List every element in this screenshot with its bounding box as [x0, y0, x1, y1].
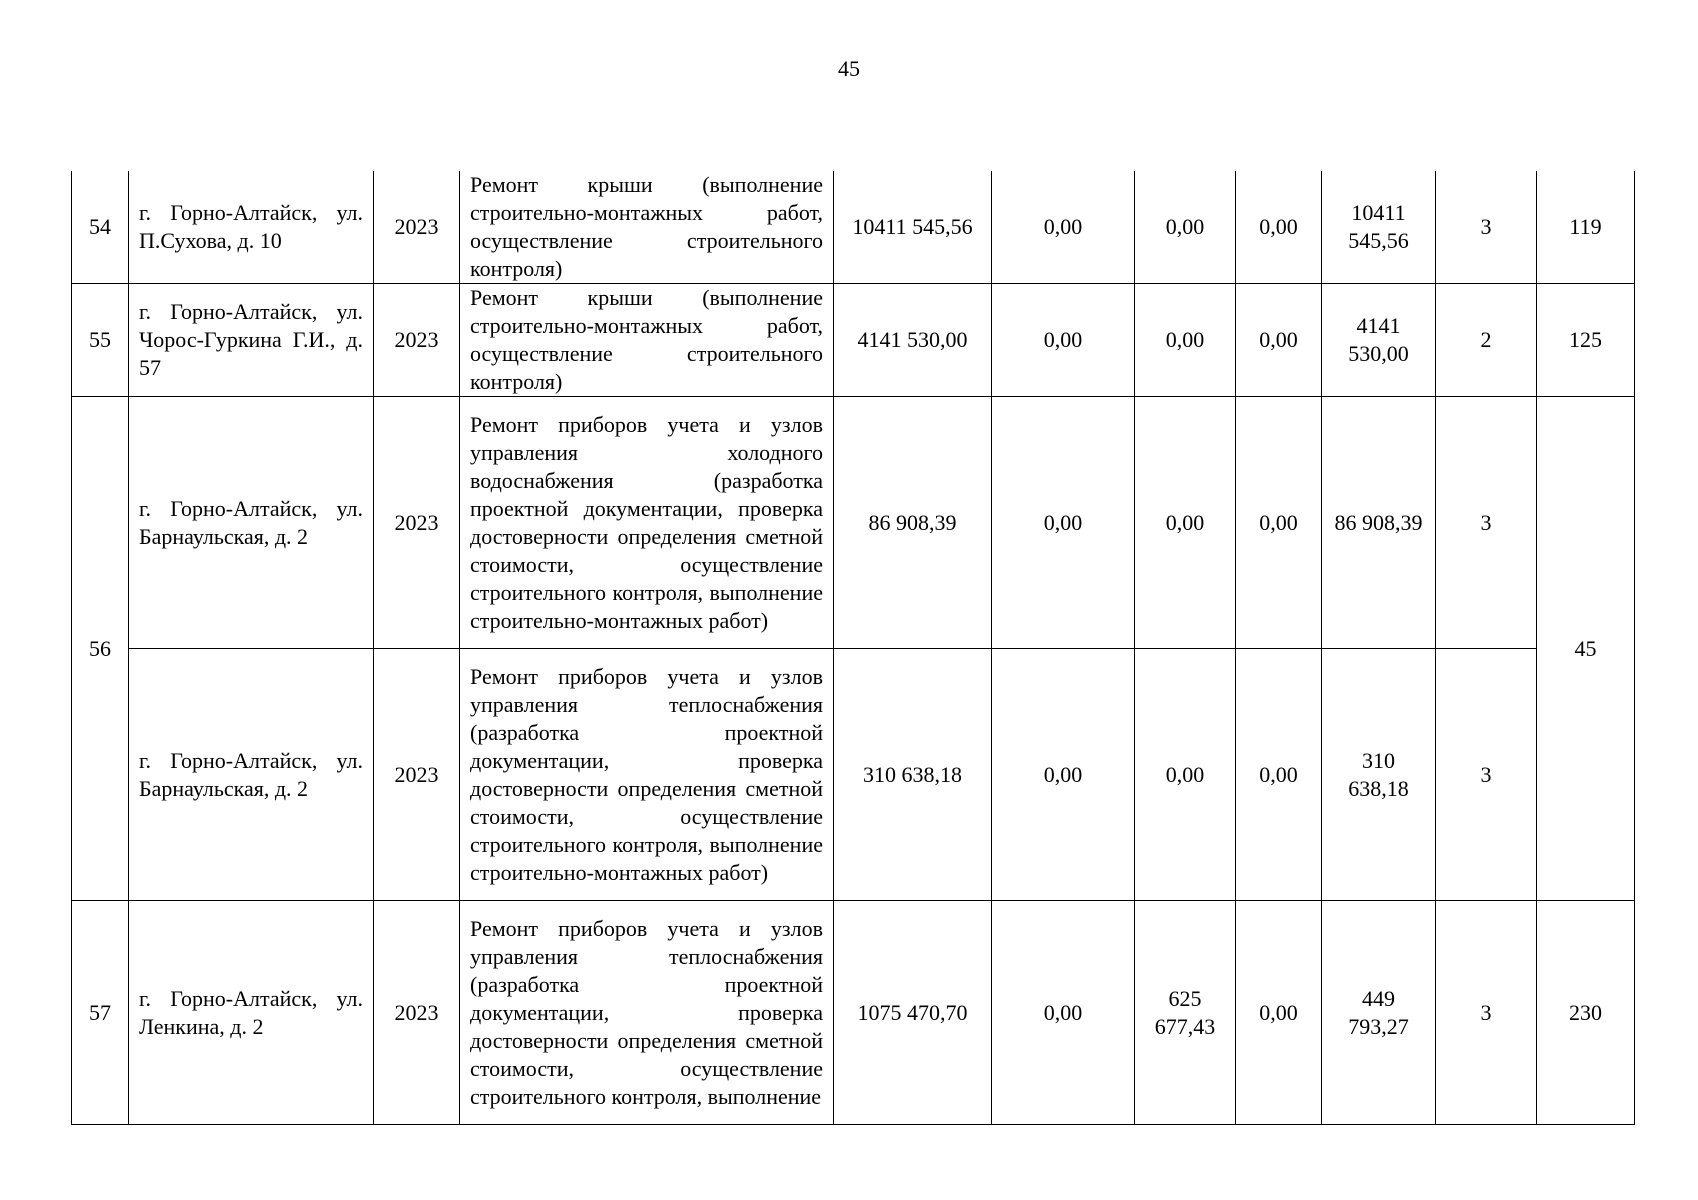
- amount-cell: 86 908,39: [1322, 397, 1436, 649]
- amount-cell: 0,00: [992, 649, 1135, 901]
- work-description: Ремонт крыши (выполнение строительно-монтажных работ, осуществление строительного контроля): [470, 285, 823, 394]
- count-cell: 2: [1436, 284, 1537, 397]
- row-number: 54: [72, 171, 129, 284]
- works-table: [71, 171, 1635, 1125]
- amount-cell: 0,00: [1135, 649, 1236, 901]
- work-cell: [460, 901, 834, 1125]
- year-cell: 2023: [374, 901, 460, 1125]
- amount-cell: 0,00: [1135, 171, 1236, 284]
- value-cell: 119: [1537, 171, 1635, 284]
- work-description: Ремонт приборов учета и узлов управления холодного водоснабжения (разработка проектной документации, проверка достоверности определения сметной стоимости, осуществление строительного контроля, выполнение строительно-монтажных работ): [470, 411, 823, 633]
- amount-cell: 0,00: [1236, 397, 1322, 649]
- value-cell: 230: [1537, 901, 1635, 1125]
- work-cell: [460, 171, 834, 284]
- address-text: г. Горно-Алтайск, ул. П.Сухова, д. 10: [139, 200, 363, 253]
- amount-cell: 0,00: [992, 171, 1135, 284]
- work-cell: [460, 649, 834, 901]
- year-cell: 2023: [374, 284, 460, 397]
- value-cell: 125: [1537, 284, 1635, 397]
- page-number: 45: [838, 56, 860, 81]
- amount-cell: 10411 545,56: [1322, 171, 1436, 284]
- address-text: г. Горно-Алтайск, ул. Ленкина, д. 2: [139, 985, 363, 1039]
- address-cell: [129, 397, 374, 649]
- address-cell: [129, 901, 374, 1125]
- table-row: [72, 397, 1635, 649]
- count-cell: 3: [1436, 171, 1537, 284]
- amount-cell: 449 793,27: [1322, 901, 1436, 1125]
- year-cell: 2023: [374, 397, 460, 649]
- work-description: Ремонт приборов учета и узлов управления теплоснабжения (разработка проектной документации, проверка достоверности определения сметной стоимости, осуществление строительного контроля, выполнение: [470, 915, 823, 1109]
- address-text: г. Горно-Алтайск, ул. Барнаульская, д. 2: [139, 747, 363, 801]
- row-number: 55: [72, 284, 129, 397]
- year-cell: 2023: [374, 171, 460, 284]
- amount-cell: 625 677,43: [1135, 901, 1236, 1125]
- table-row: [72, 284, 1635, 397]
- address-cell: [129, 649, 374, 901]
- row-number: 57: [72, 901, 129, 1125]
- total-cost-cell: 310 638,18: [834, 649, 992, 901]
- total-cost-cell: 86 908,39: [834, 397, 992, 649]
- work-description: Ремонт приборов учета и узлов управления теплоснабжения (разработка проектной документации, проверка достоверности определения сметной стоимости, осуществление строительного контроля, выполнение строительно-монтажных работ): [470, 663, 823, 885]
- year-cell: 2023: [374, 649, 460, 901]
- amount-cell: 0,00: [992, 901, 1135, 1125]
- table-row: [72, 171, 1635, 284]
- amount-cell: 0,00: [1236, 284, 1322, 397]
- work-cell: [460, 284, 834, 397]
- total-cost-cell: 1075 470,70: [834, 901, 992, 1125]
- amount-cell: 0,00: [1135, 284, 1236, 397]
- amount-cell: 310 638,18: [1322, 649, 1436, 901]
- row-number: 56: [72, 397, 129, 901]
- count-cell: 3: [1436, 649, 1537, 901]
- amount-cell: 4141 530,00: [1322, 284, 1436, 397]
- total-cost-cell: 4141 530,00: [834, 284, 992, 397]
- address-cell: [129, 171, 374, 284]
- amount-cell: 0,00: [1236, 171, 1322, 284]
- table-row: [72, 901, 1635, 1125]
- total-cost-cell: 10411 545,56: [834, 171, 992, 284]
- value-cell: 45: [1537, 397, 1635, 901]
- amount-cell: 0,00: [1236, 649, 1322, 901]
- count-cell: 3: [1436, 901, 1537, 1125]
- work-description: Ремонт крыши (выполнение строительно-монтажных работ, осуществление строительного контроля): [470, 172, 823, 281]
- amount-cell: 0,00: [992, 284, 1135, 397]
- amount-cell: 0,00: [992, 397, 1135, 649]
- count-cell: 3: [1436, 397, 1537, 649]
- amount-cell: 0,00: [1135, 397, 1236, 649]
- address-cell: [129, 284, 374, 397]
- address-text: г. Горно-Алтайск, ул. Барнаульская, д. 2: [139, 495, 363, 549]
- amount-cell: 0,00: [1236, 901, 1322, 1125]
- work-cell: [460, 397, 834, 649]
- table-row: [72, 649, 1635, 901]
- address-text: г. Горно-Алтайск, ул. Чорос-Гуркина Г.И., д. 57: [139, 299, 363, 380]
